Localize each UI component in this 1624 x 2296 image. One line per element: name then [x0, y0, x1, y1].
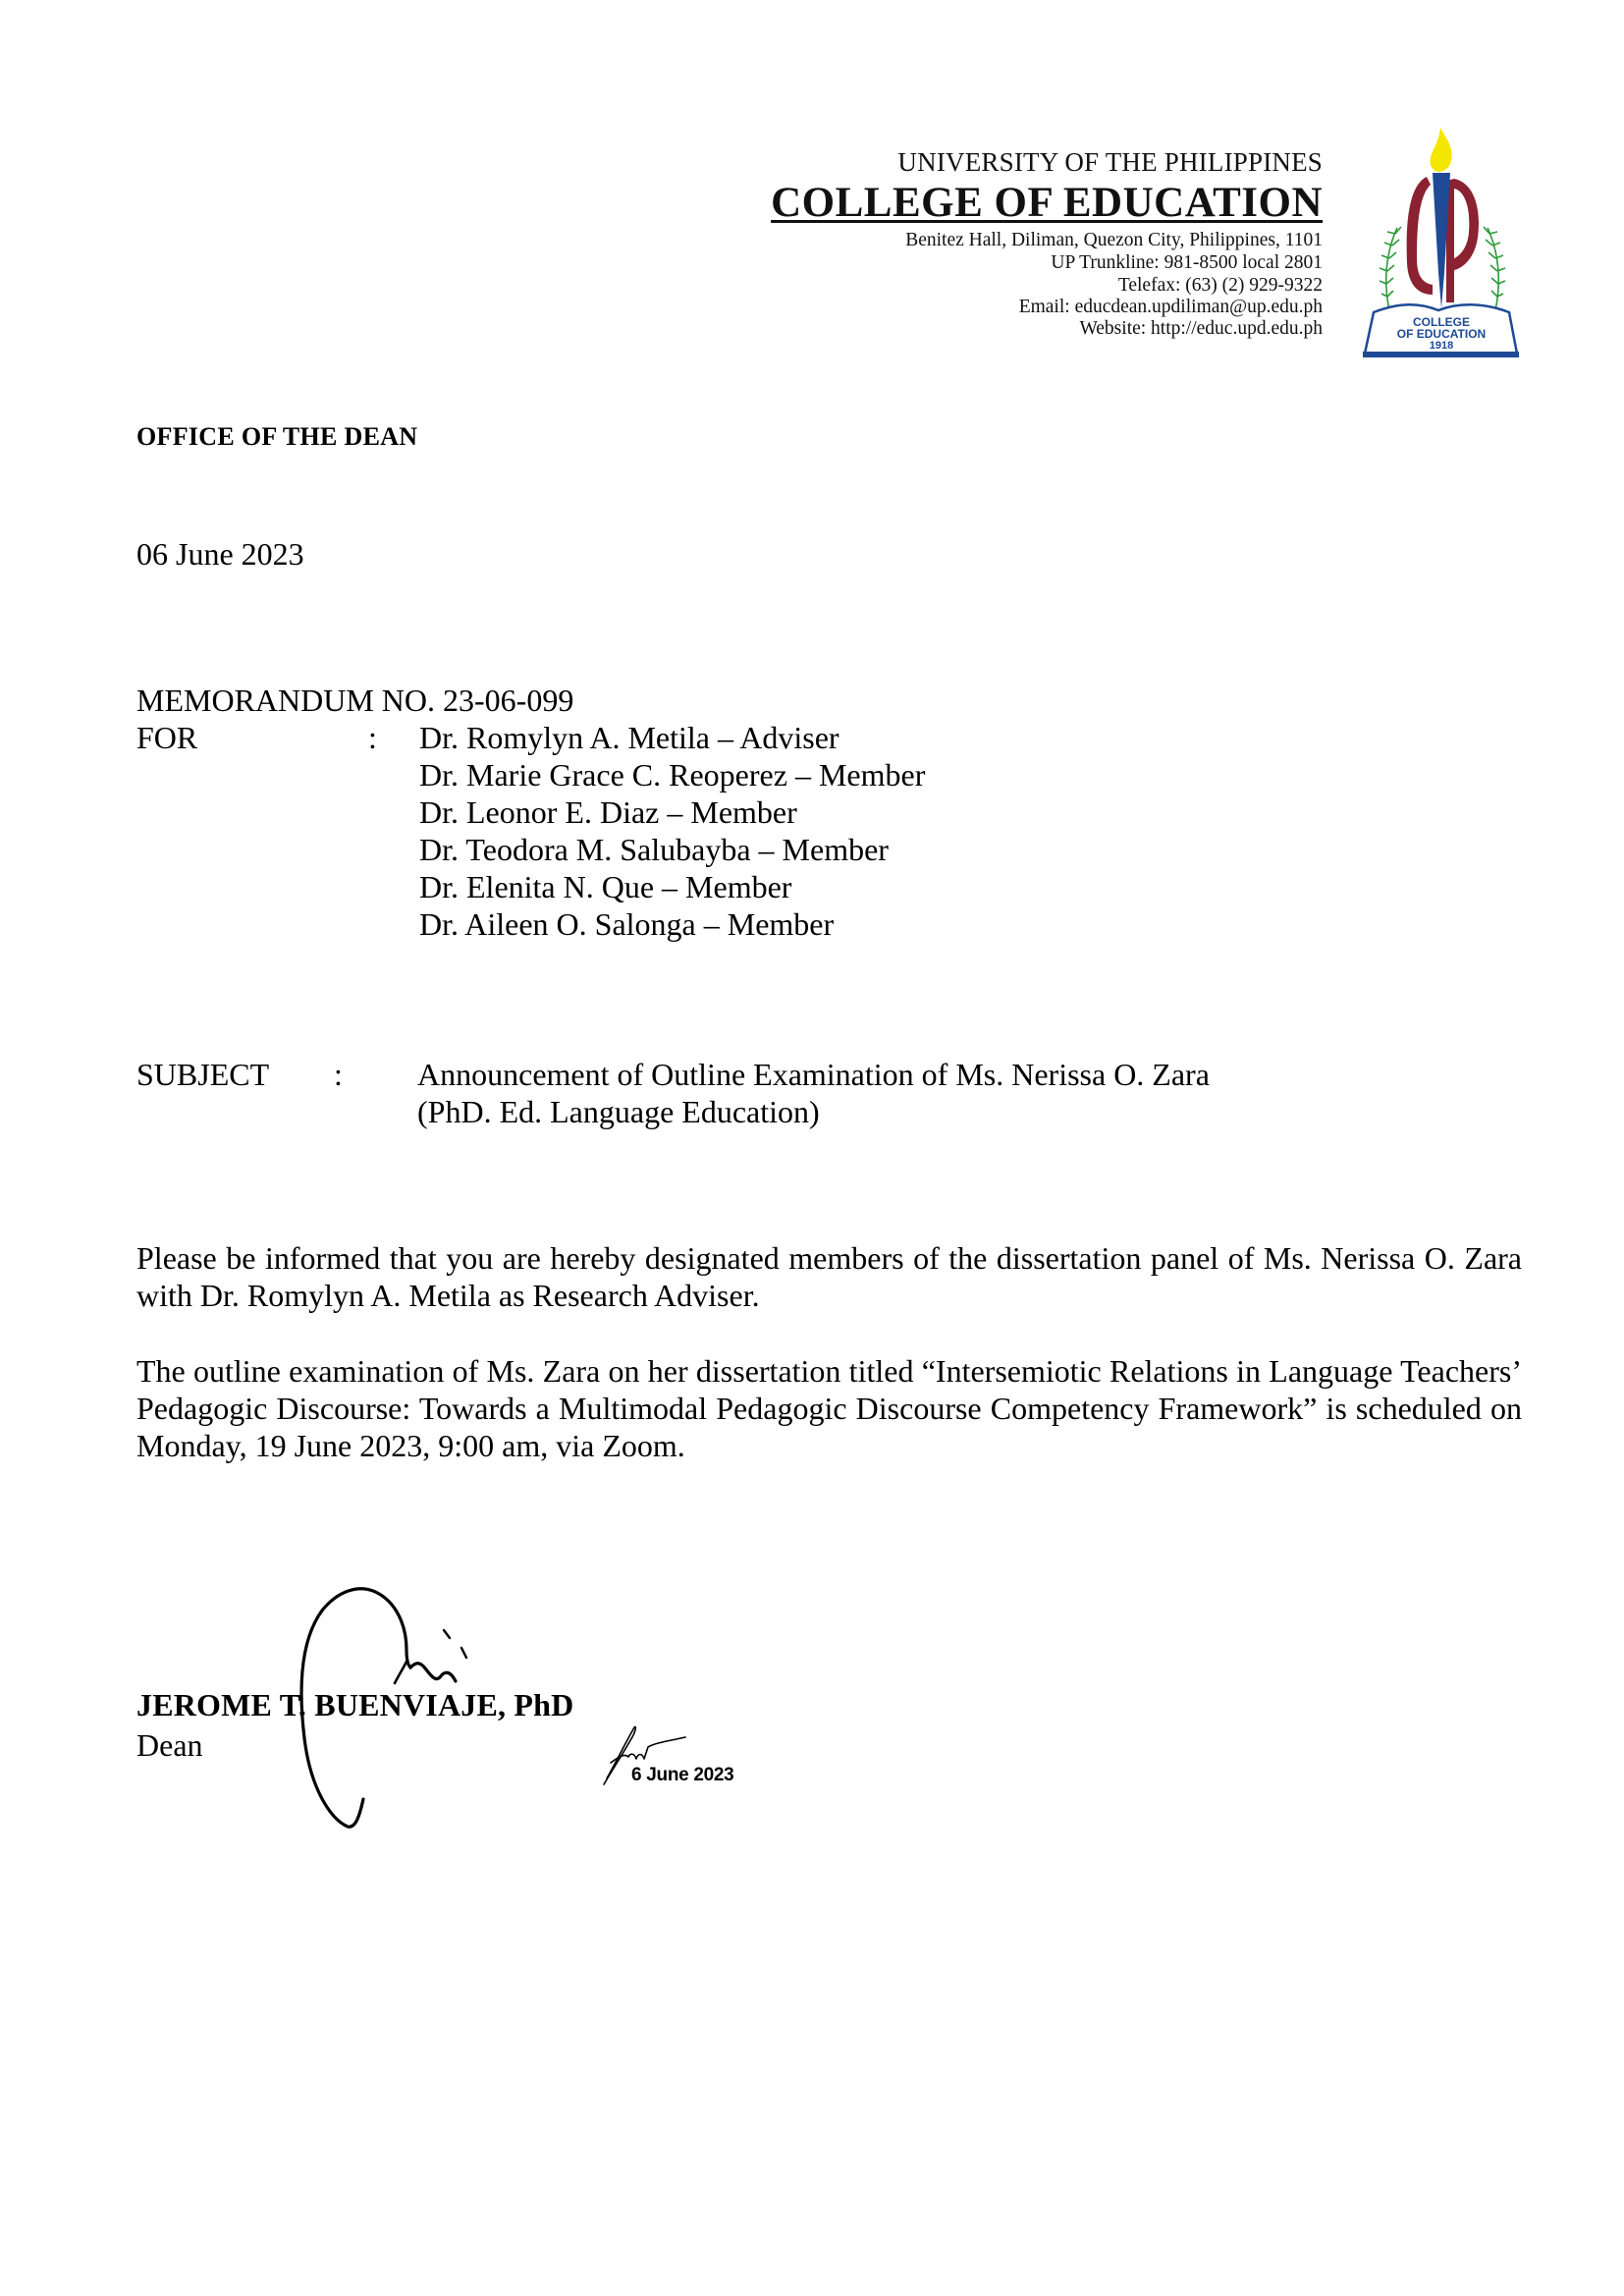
- body-paragraph-1: Please be informed that you are hereby designated members of the dissertation panel of Ms. Nerissa O. Zara with Dr. Romylyn A. Metila as Research Adviser.: [136, 1240, 1522, 1313]
- left-laurel-icon: [1380, 227, 1401, 310]
- college-name: COLLEGE OF EDUCATION: [771, 180, 1323, 226]
- memo-number: MEMORANDUM NO. 23-06-099: [136, 683, 574, 718]
- logo-text-year: 1918: [1429, 340, 1454, 352]
- email-line: Email: educdean.updiliman@up.edu.ph: [1018, 297, 1323, 317]
- subject-label: SUBJECT: [136, 1057, 270, 1092]
- subject-colon: :: [334, 1057, 343, 1092]
- signature-date: 6 June 2023: [631, 1765, 734, 1785]
- memo-date: 06 June 2023: [136, 536, 304, 572]
- for-label: FOR: [136, 720, 198, 755]
- office-heading: OFFICE OF THE DEAN: [136, 422, 418, 451]
- recipient: Dr. Teodora M. Salubayba – Member: [419, 832, 889, 867]
- for-colon: :: [368, 720, 377, 755]
- recipient: Dr. Aileen O. Salonga – Member: [419, 906, 835, 942]
- university-name: UNIVERSITY OF THE PHILIPPINES: [897, 147, 1323, 177]
- logo-text-college: COLLEGE: [1412, 315, 1471, 329]
- recipient: Dr. Elenita N. Que – Member: [419, 869, 792, 904]
- college-of-education-logo: [1360, 126, 1522, 361]
- letter-p-icon: [1446, 179, 1479, 302]
- address-line: Benitez Hall, Diliman, Quezon City, Philippines, 1101: [905, 230, 1323, 250]
- body-paragraph-2: The outline examination of Ms. Zara on her dissertation titled “Intersemiotic Relations in Language Teachers’ Pedagogic Discourse: Towards a Multimodal Pedagogic Discourse Competency Framework” is scheduled on Monday, 19 June 2023, 9:00 am, via Zoom.: [136, 1353, 1522, 1463]
- website-line: Website: http://educ.upd.edu.ph: [1079, 318, 1323, 339]
- signatory-name: JEROME T. BUENVIAJE, PhD: [136, 1687, 574, 1722]
- subject-line-1: Announcement of Outline Examination of Ms. Nerissa O. Zara: [417, 1057, 1210, 1092]
- logo-text-education: OF EDUCATION: [1396, 327, 1487, 341]
- trunkline-line: UP Trunkline: 981-8500 local 2801: [1051, 252, 1323, 273]
- recipient: Dr. Leonor E. Diaz – Member: [419, 794, 797, 830]
- subject-line-2: (PhD. Ed. Language Education): [417, 1094, 820, 1129]
- telefax-line: Telefax: (63) (2) 929-9322: [1117, 275, 1323, 296]
- recipient: Dr. Marie Grace C. Reoperez – Member: [419, 757, 926, 793]
- right-laurel-icon: [1484, 227, 1505, 310]
- recipient: Dr. Romylyn A. Metila – Adviser: [419, 720, 839, 755]
- signatory-title: Dean: [136, 1727, 203, 1763]
- letter-u-icon: [1407, 177, 1433, 295]
- flame-icon: [1430, 128, 1451, 172]
